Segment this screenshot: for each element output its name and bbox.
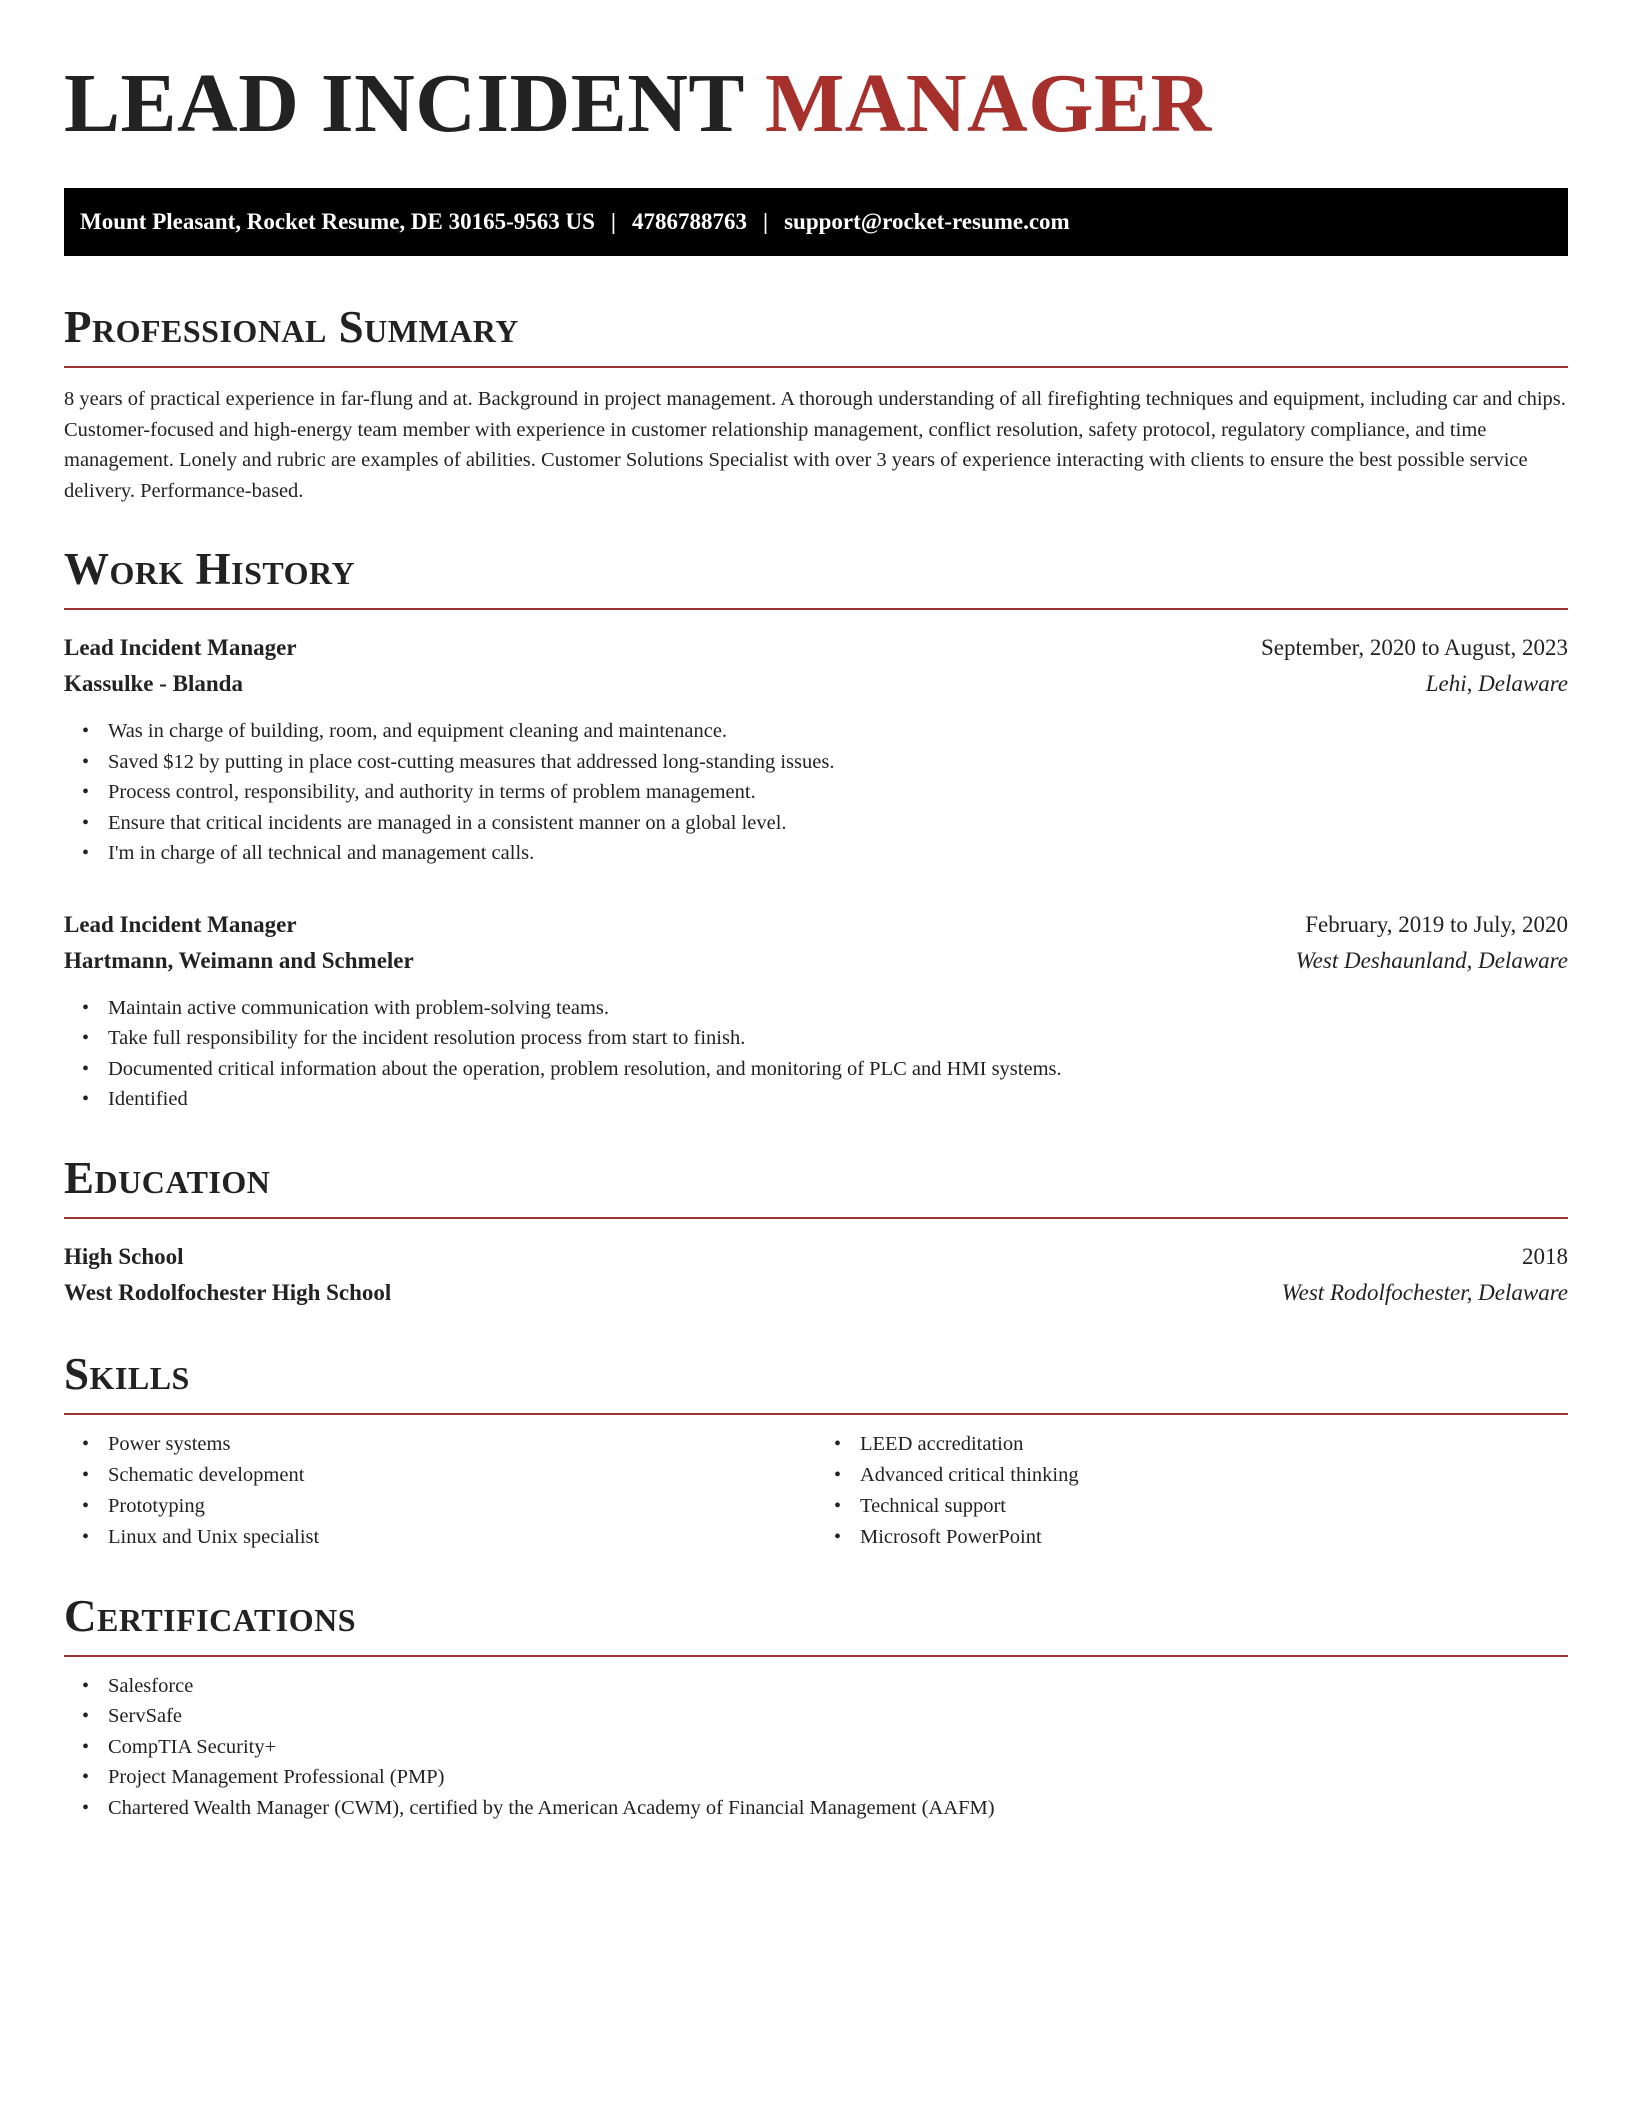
skill-item: • LEED accreditation (860, 1429, 1568, 1460)
certifications-section (64, 1591, 1568, 1824)
skills-grid (64, 1429, 1568, 1553)
certification-item: • CompTIA Security+ (108, 1732, 1568, 1763)
contact-phone: 4786788763 (632, 209, 747, 234)
summary-section (64, 302, 1568, 506)
job-title: Lead Incident Manager (64, 911, 297, 937)
name-title-part: LEAD INCIDENT (64, 57, 744, 150)
certifications-list (64, 1671, 1568, 1824)
job-location: West Deshaunland, Delaware (1295, 947, 1568, 973)
section-divider (64, 366, 1568, 368)
job-entry (64, 630, 1568, 869)
job-bullet: • Take full responsibility for the incident resolution process from start to finish. (108, 1023, 1568, 1054)
skill-item: • Power systems (108, 1429, 816, 1460)
job-dates: February, 2019 to July, 2020 (1305, 911, 1568, 937)
contact-bar (64, 188, 1568, 256)
job-bullets (64, 716, 1568, 869)
education-school-row (64, 1275, 1568, 1311)
section-divider (64, 608, 1568, 610)
job-bullet: • Saved $12 by putting in place cost-cutting measures that addressed long-standing issues. (108, 747, 1568, 778)
contact-separator: | (610, 209, 616, 234)
contact-email[interactable]: support@rocket-resume.com (784, 209, 1070, 234)
job-title: Lead Incident Manager (64, 635, 297, 660)
skill-item: • Schematic development (108, 1460, 816, 1491)
education-degree: High School (64, 1243, 184, 1269)
summary-text: 8 years of practical experience in far-flung and at. Background in project management. A thorough understanding of all firefighting techniques and equipment, including car and chips. Customer-focused and high-energy team member with experience in customer relationship management, conflict resolution, safety protocol, regulatory compliance, and time management. Lonely and rubric are examples of abilities. Customer Solutions Specialist with over 3 years of experience interacting with clients to ensure the best possible service delivery. Performance-based. (64, 388, 1566, 502)
contact-address: Mount Pleasant, Rocket Resume, DE 30165-9563 US (80, 209, 595, 234)
education-school: West Rodolfochester High School (64, 1279, 392, 1305)
job-bullet: • Documented critical information about the operation, problem resolution, and monitoring of PLC and HMI systems. (108, 1054, 1568, 1085)
education-header-row (64, 1239, 1568, 1275)
resume-name (64, 56, 1568, 152)
job-company: Hartmann, Weimann and Schmeler (64, 947, 414, 973)
section-title-education: Education (64, 1152, 271, 1203)
section-divider (64, 1655, 1568, 1657)
job-bullets (64, 993, 1568, 1115)
name-accent-part: MANAGER (764, 57, 1212, 150)
section-title-work-history: Work History (64, 544, 356, 594)
skill-item: • Advanced critical thinking (860, 1460, 1568, 1491)
section-title-certifications: Certifications (64, 1590, 357, 1641)
skill-item: • Technical support (860, 1491, 1568, 1522)
job-header-row (64, 907, 1568, 943)
section-title-summary: Professional Summary (64, 302, 519, 352)
job-bullet: • Process control, responsibility, and authority in terms of problem management. (108, 777, 1568, 808)
skills-column-right (816, 1429, 1568, 1553)
job-dates: September, 2020 to August, 2023 (1260, 635, 1568, 660)
education-location: West Rodolfochester, Delaware (1281, 1279, 1568, 1305)
work-history-section (64, 544, 1568, 1115)
job-bullet: • I'm in charge of all technical and management calls. (108, 838, 1568, 869)
education-year: 2018 (1522, 1243, 1568, 1269)
skill-item: • Microsoft PowerPoint (860, 1522, 1568, 1553)
job-company-row (64, 666, 1568, 702)
section-divider (64, 1413, 1568, 1415)
job-bullet: • Ensure that critical incidents are managed in a consistent manner on a global level. (108, 808, 1568, 839)
skill-item: • Prototyping (108, 1491, 816, 1522)
certification-item: • Chartered Wealth Manager (CWM), certified by the American Academy of Financial Management (AAFM) (108, 1793, 1568, 1824)
certification-item: • Project Management Professional (PMP) (108, 1762, 1568, 1793)
education-section (64, 1153, 1568, 1311)
section-title-skills: Skills (64, 1348, 190, 1399)
job-bullet: • Was in charge of building, room, and equipment cleaning and maintenance. (108, 716, 1568, 747)
certification-item: • Salesforce (108, 1671, 1568, 1702)
skill-item: • Linux and Unix specialist (108, 1522, 816, 1553)
education-entry (64, 1239, 1568, 1311)
job-company: Kassulke - Blanda (64, 671, 243, 696)
contact-separator: | (763, 209, 769, 234)
job-bullet: • Maintain active communication with problem-solving teams. (108, 993, 1568, 1024)
job-entry (64, 907, 1568, 1115)
job-location: Lehi, Delaware (1425, 671, 1568, 696)
certification-item: • ServSafe (108, 1701, 1568, 1732)
skills-section (64, 1349, 1568, 1553)
job-header-row (64, 630, 1568, 666)
job-company-row (64, 943, 1568, 979)
section-divider (64, 1217, 1568, 1219)
job-bullet: • Identified (108, 1084, 1568, 1115)
skills-column-left (64, 1429, 816, 1553)
